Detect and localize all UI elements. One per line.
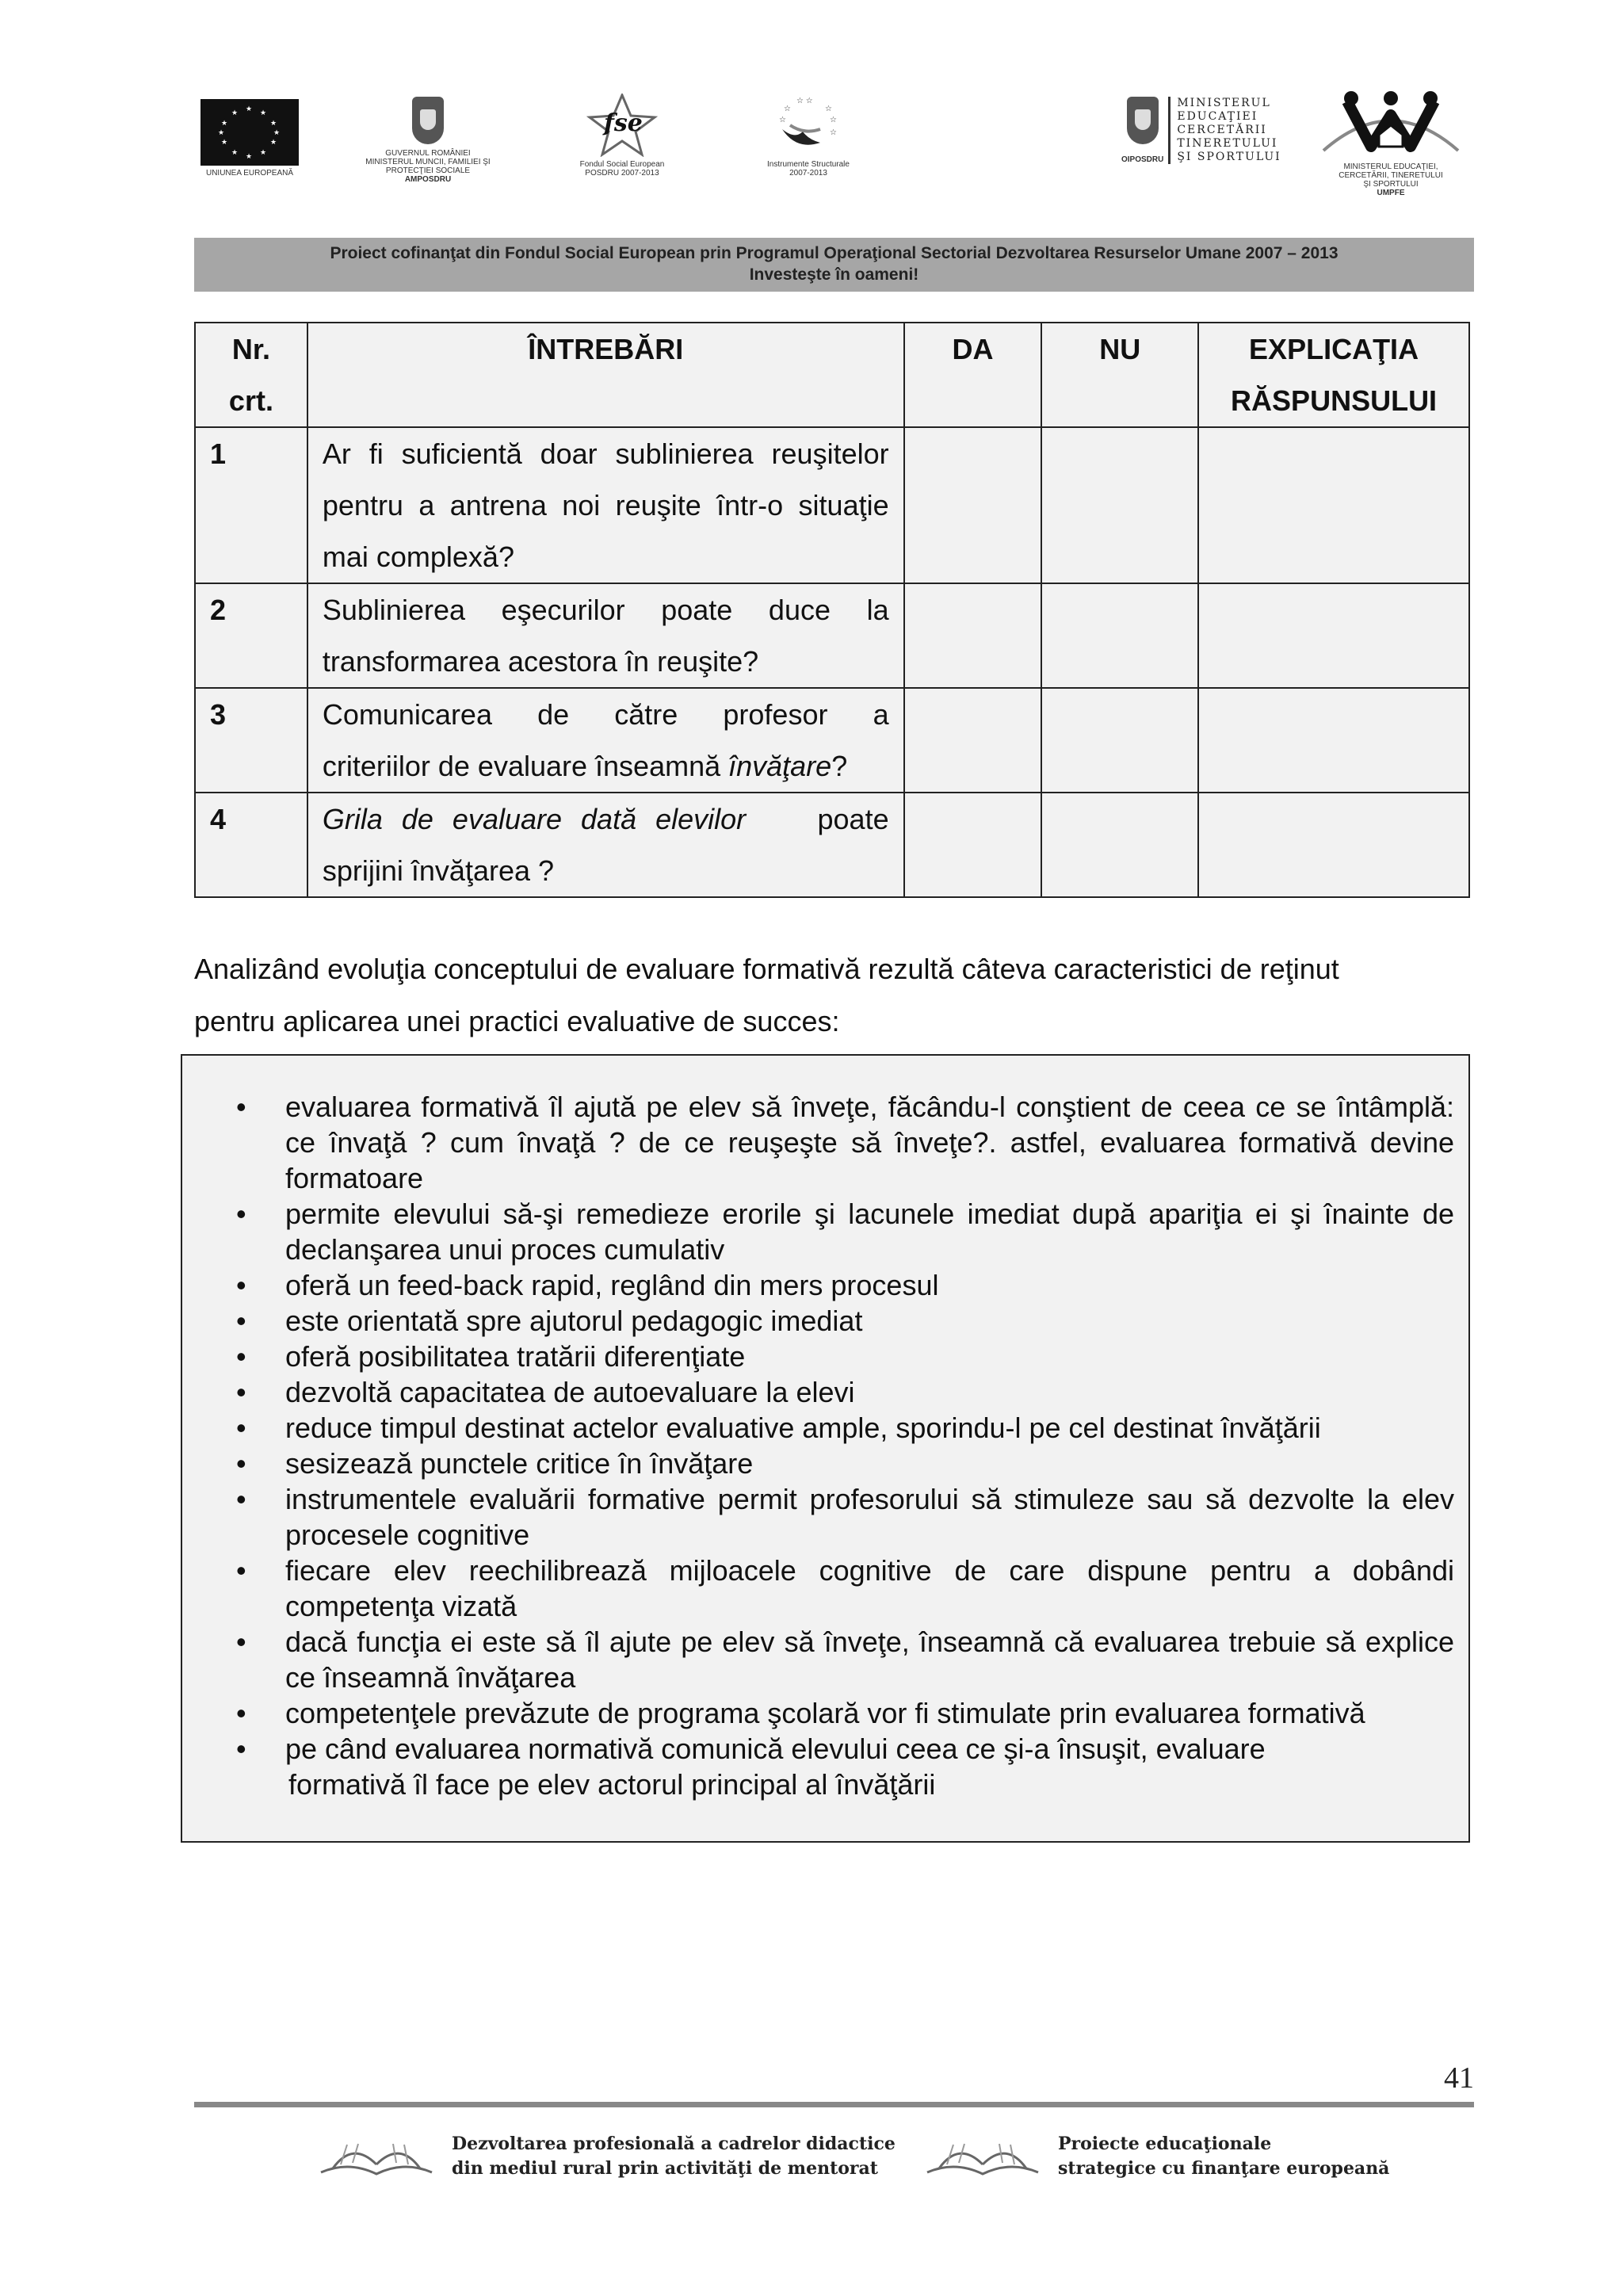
footer-right-line-2: strategice cu finanţare europeană bbox=[1058, 2158, 1390, 2179]
paragraph-line-2: pentru aplicarea unei practici evaluative de succes: bbox=[194, 1005, 840, 1037]
umpfe-icon bbox=[1316, 87, 1466, 159]
ministry-line-5: ŞI SPORTULUI bbox=[1177, 151, 1281, 163]
footer-right-line-1: Proiecte educaţionale bbox=[1058, 2134, 1272, 2154]
page-number: 41 bbox=[1444, 2061, 1474, 2095]
eu-flag-icon: ★ ★ ★ ★ ★ ★ ★ ★ ★ ★ ★ ★ bbox=[200, 99, 299, 166]
list-item bbox=[236, 1731, 1454, 1802]
ministry-line-1: MINISTERUL bbox=[1177, 97, 1271, 109]
question-line: mai complexă? bbox=[322, 541, 514, 573]
footer-left-text bbox=[452, 2132, 896, 2181]
question-line: Ar fi suficientă doar sublinierea reuşitelor bbox=[322, 437, 889, 470]
question-line bbox=[323, 740, 889, 792]
answer-da-cell[interactable] bbox=[904, 427, 1042, 583]
gov-caption-3: PROTECŢIEI SOCIALE bbox=[385, 166, 471, 175]
list-item-line: formativă îl face pe elev actorul principal al învăţării bbox=[288, 1768, 936, 1801]
is-caption-2: 2007-2013 bbox=[789, 169, 827, 178]
list-item: • dacă funcţia ei este să îl ajute pe elev să înveţe, înseamnă că evaluarea trebuie să explice ce înseamnă învăţarea bbox=[236, 1624, 1454, 1695]
ministry-name bbox=[1168, 97, 1281, 164]
umpfe-caption-2: CERCETĂRII, TINERETULUI bbox=[1338, 171, 1443, 180]
gov-caption-4: AMPOSDRU bbox=[404, 175, 452, 184]
svg-text:☆: ☆ bbox=[779, 116, 786, 124]
footer-divider bbox=[194, 2102, 1474, 2107]
umpfe-caption-4: UMPFE bbox=[1377, 189, 1405, 197]
question-line: pentru a antrena noi reuşite într-o situaţie bbox=[322, 489, 889, 521]
question-emphasis: învăţare bbox=[728, 750, 832, 782]
list-item: • fiecare elev reechilibrează mijloacele cognitive de care dispune pentru a dobândi competenţa vizată bbox=[236, 1553, 1454, 1624]
header-questions: ÎNTREBĂRI bbox=[307, 323, 904, 427]
list-item: • este orientată spre ajutorul pedagogic imediat bbox=[236, 1303, 1454, 1339]
header-line-1: Proiect cofinanţat din Fondul Social European prin Programul Operaţional Sectorial Dezvoltarea Resurselor Umane 2007 – 2013 bbox=[330, 244, 1338, 262]
umpfe-logo bbox=[1312, 87, 1470, 197]
umpfe-caption-3: ŞI SPORTULUI bbox=[1363, 180, 1419, 189]
question-emphasis: Grila de evaluare dată elevilor bbox=[322, 803, 747, 835]
question-text: criteriilor de evaluare înseamnă bbox=[322, 750, 729, 782]
list-item: • reduce timpul destinat actelor evaluative ample, sporindu-l pe cel destinat învăţării bbox=[236, 1410, 1454, 1446]
characteristics-list bbox=[236, 1089, 1454, 1802]
footer-right bbox=[923, 2132, 1389, 2181]
header-crt: crt. bbox=[228, 384, 273, 417]
header-explanation bbox=[1198, 323, 1469, 427]
fse-caption-1: Fondul Social European bbox=[579, 160, 665, 169]
government-logo bbox=[349, 87, 507, 184]
svg-text:☆: ☆ bbox=[830, 116, 837, 124]
characteristics-box bbox=[181, 1054, 1470, 1843]
fse-mark: fse bbox=[604, 109, 643, 137]
structural-instruments-logo bbox=[749, 87, 868, 178]
header-da: DA bbox=[904, 323, 1042, 427]
eu-caption: UNIUNEA EUROPEANĂ bbox=[205, 169, 294, 178]
answer-nu-cell[interactable] bbox=[1041, 793, 1198, 897]
explanation-cell[interactable] bbox=[1198, 583, 1469, 688]
table-row bbox=[195, 688, 1469, 793]
question-cell bbox=[307, 793, 904, 897]
ministry-crest-icon bbox=[1127, 97, 1159, 144]
question-line bbox=[323, 793, 889, 845]
list-item: • instrumentele evaluării formative permit profesorului să stimuleze sau să dezvolte la elev procesele cognitive bbox=[236, 1481, 1454, 1553]
table-row bbox=[195, 427, 1469, 583]
question-line: Sublinierea eşecurilor poate duce la bbox=[322, 594, 889, 626]
list-item: • permite elevului să-şi remedieze erorile şi lacunele imediat după apariţia ei şi înainte de declanşarea unui proces cumulativ bbox=[236, 1196, 1454, 1267]
gov-caption-2: MINISTERUL MUNCII, FAMILIEI ŞI bbox=[365, 158, 491, 166]
questions-table bbox=[194, 322, 1470, 898]
open-book-icon bbox=[923, 2133, 1042, 2180]
paragraph-line-1: Analizând evoluţia conceptului de evaluare formativă rezultă câteva caracteristici de reţinut bbox=[194, 953, 1339, 985]
footer-right-text bbox=[1058, 2132, 1389, 2181]
header-explanation-1: EXPLICAŢIA bbox=[1249, 333, 1419, 365]
romania-crest-icon bbox=[412, 97, 444, 144]
row-number: 4 bbox=[195, 793, 307, 897]
umpfe-caption-1: MINISTERUL EDUCAŢIEI, bbox=[1343, 162, 1438, 171]
header-explanation-2: RĂSPUNSULUI bbox=[1231, 384, 1438, 417]
row-number: 1 bbox=[195, 427, 307, 583]
question-cell bbox=[307, 688, 904, 793]
table-row bbox=[195, 583, 1469, 688]
header-nu: NU bbox=[1041, 323, 1198, 427]
is-caption-1: Instrumente Structurale bbox=[767, 160, 850, 169]
list-item-line: • pe când evaluarea normativă comunică elevului ceea ce şi-a însuşit, evaluare bbox=[285, 1733, 1266, 1765]
ministry-line-2: EDUCAŢIEI bbox=[1177, 110, 1258, 123]
fse-caption-2: POSDRU 2007-2013 bbox=[585, 169, 659, 178]
list-item: • competenţele prevăzute de programa şcolară vor fi stimulate prin evaluarea formativă bbox=[236, 1695, 1454, 1731]
footer-left-line-1: Dezvoltarea profesională a cadrelor didactice bbox=[452, 2134, 896, 2154]
answer-da-cell[interactable] bbox=[904, 793, 1042, 897]
svg-text:☆: ☆ bbox=[825, 105, 832, 113]
intro-paragraph bbox=[194, 943, 1462, 1048]
logo-row bbox=[194, 87, 1478, 222]
question-line: sprijini învăţarea ? bbox=[322, 854, 555, 887]
ministry-line-4: TINERETULUI bbox=[1177, 137, 1278, 150]
structural-instruments-icon bbox=[773, 94, 844, 157]
row-number: 2 bbox=[195, 583, 307, 688]
ministry-line-3: CERCETĂRII bbox=[1177, 124, 1267, 136]
list-item: • oferă posibilitatea tratării diferenţiate bbox=[236, 1339, 1454, 1374]
svg-text:☆ ☆: ☆ ☆ bbox=[796, 97, 813, 105]
question-line: Comunicarea de către profesor a bbox=[322, 698, 889, 731]
answer-nu-cell[interactable] bbox=[1041, 583, 1198, 688]
answer-da-cell[interactable] bbox=[904, 583, 1042, 688]
question-text: ? bbox=[831, 750, 848, 782]
question-line: transformarea acestora în reuşite? bbox=[322, 645, 759, 678]
list-item: • oferă un feed-back rapid, reglând din mers procesul bbox=[236, 1267, 1454, 1303]
header-nr-crt bbox=[195, 323, 307, 427]
footer-left-line-2: din mediul rural prin activităţi de mentorat bbox=[452, 2158, 878, 2179]
gov-caption-1: GUVERNUL ROMÂNIEI bbox=[385, 149, 471, 158]
answer-nu-cell[interactable] bbox=[1041, 427, 1198, 583]
list-item: • sesizează punctele critice în învăţare bbox=[236, 1446, 1454, 1481]
project-header-band bbox=[194, 238, 1474, 292]
list-item: • dezvoltă capacitatea de autoevaluare la elevi bbox=[236, 1374, 1454, 1410]
row-number: 3 bbox=[195, 688, 307, 793]
explanation-cell[interactable] bbox=[1198, 427, 1469, 583]
ministry-caption: OIPOSDRU bbox=[1121, 155, 1164, 164]
answer-nu-cell[interactable] bbox=[1041, 688, 1198, 793]
explanation-cell[interactable] bbox=[1198, 688, 1469, 793]
svg-text:☆: ☆ bbox=[830, 128, 837, 137]
fse-logo bbox=[563, 87, 682, 178]
header-nr: Nr. bbox=[231, 333, 270, 365]
answer-da-cell[interactable] bbox=[904, 688, 1042, 793]
eu-logo bbox=[194, 87, 305, 178]
question-text: poate bbox=[817, 803, 889, 835]
question-cell bbox=[307, 583, 904, 688]
header-line-2: Investeşte în oameni! bbox=[749, 266, 919, 284]
list-item: • evaluarea formativă îl ajută pe elev să înveţe, făcându-l conştient de ceea ce se întâmplă: ce învaţă ? cum învaţă ? de ce reuşeşte să înveţe?. astfel, evaluarea formativă devine formatoare bbox=[236, 1089, 1454, 1196]
svg-text:☆: ☆ bbox=[784, 105, 791, 113]
fse-star-icon bbox=[586, 94, 658, 157]
explanation-cell[interactable] bbox=[1198, 793, 1469, 897]
table-row bbox=[195, 793, 1469, 897]
footer-left bbox=[317, 2132, 896, 2181]
open-book-icon bbox=[317, 2133, 436, 2180]
question-cell bbox=[307, 427, 904, 583]
table-header-row bbox=[195, 323, 1469, 427]
ministry-logo bbox=[1121, 97, 1281, 164]
